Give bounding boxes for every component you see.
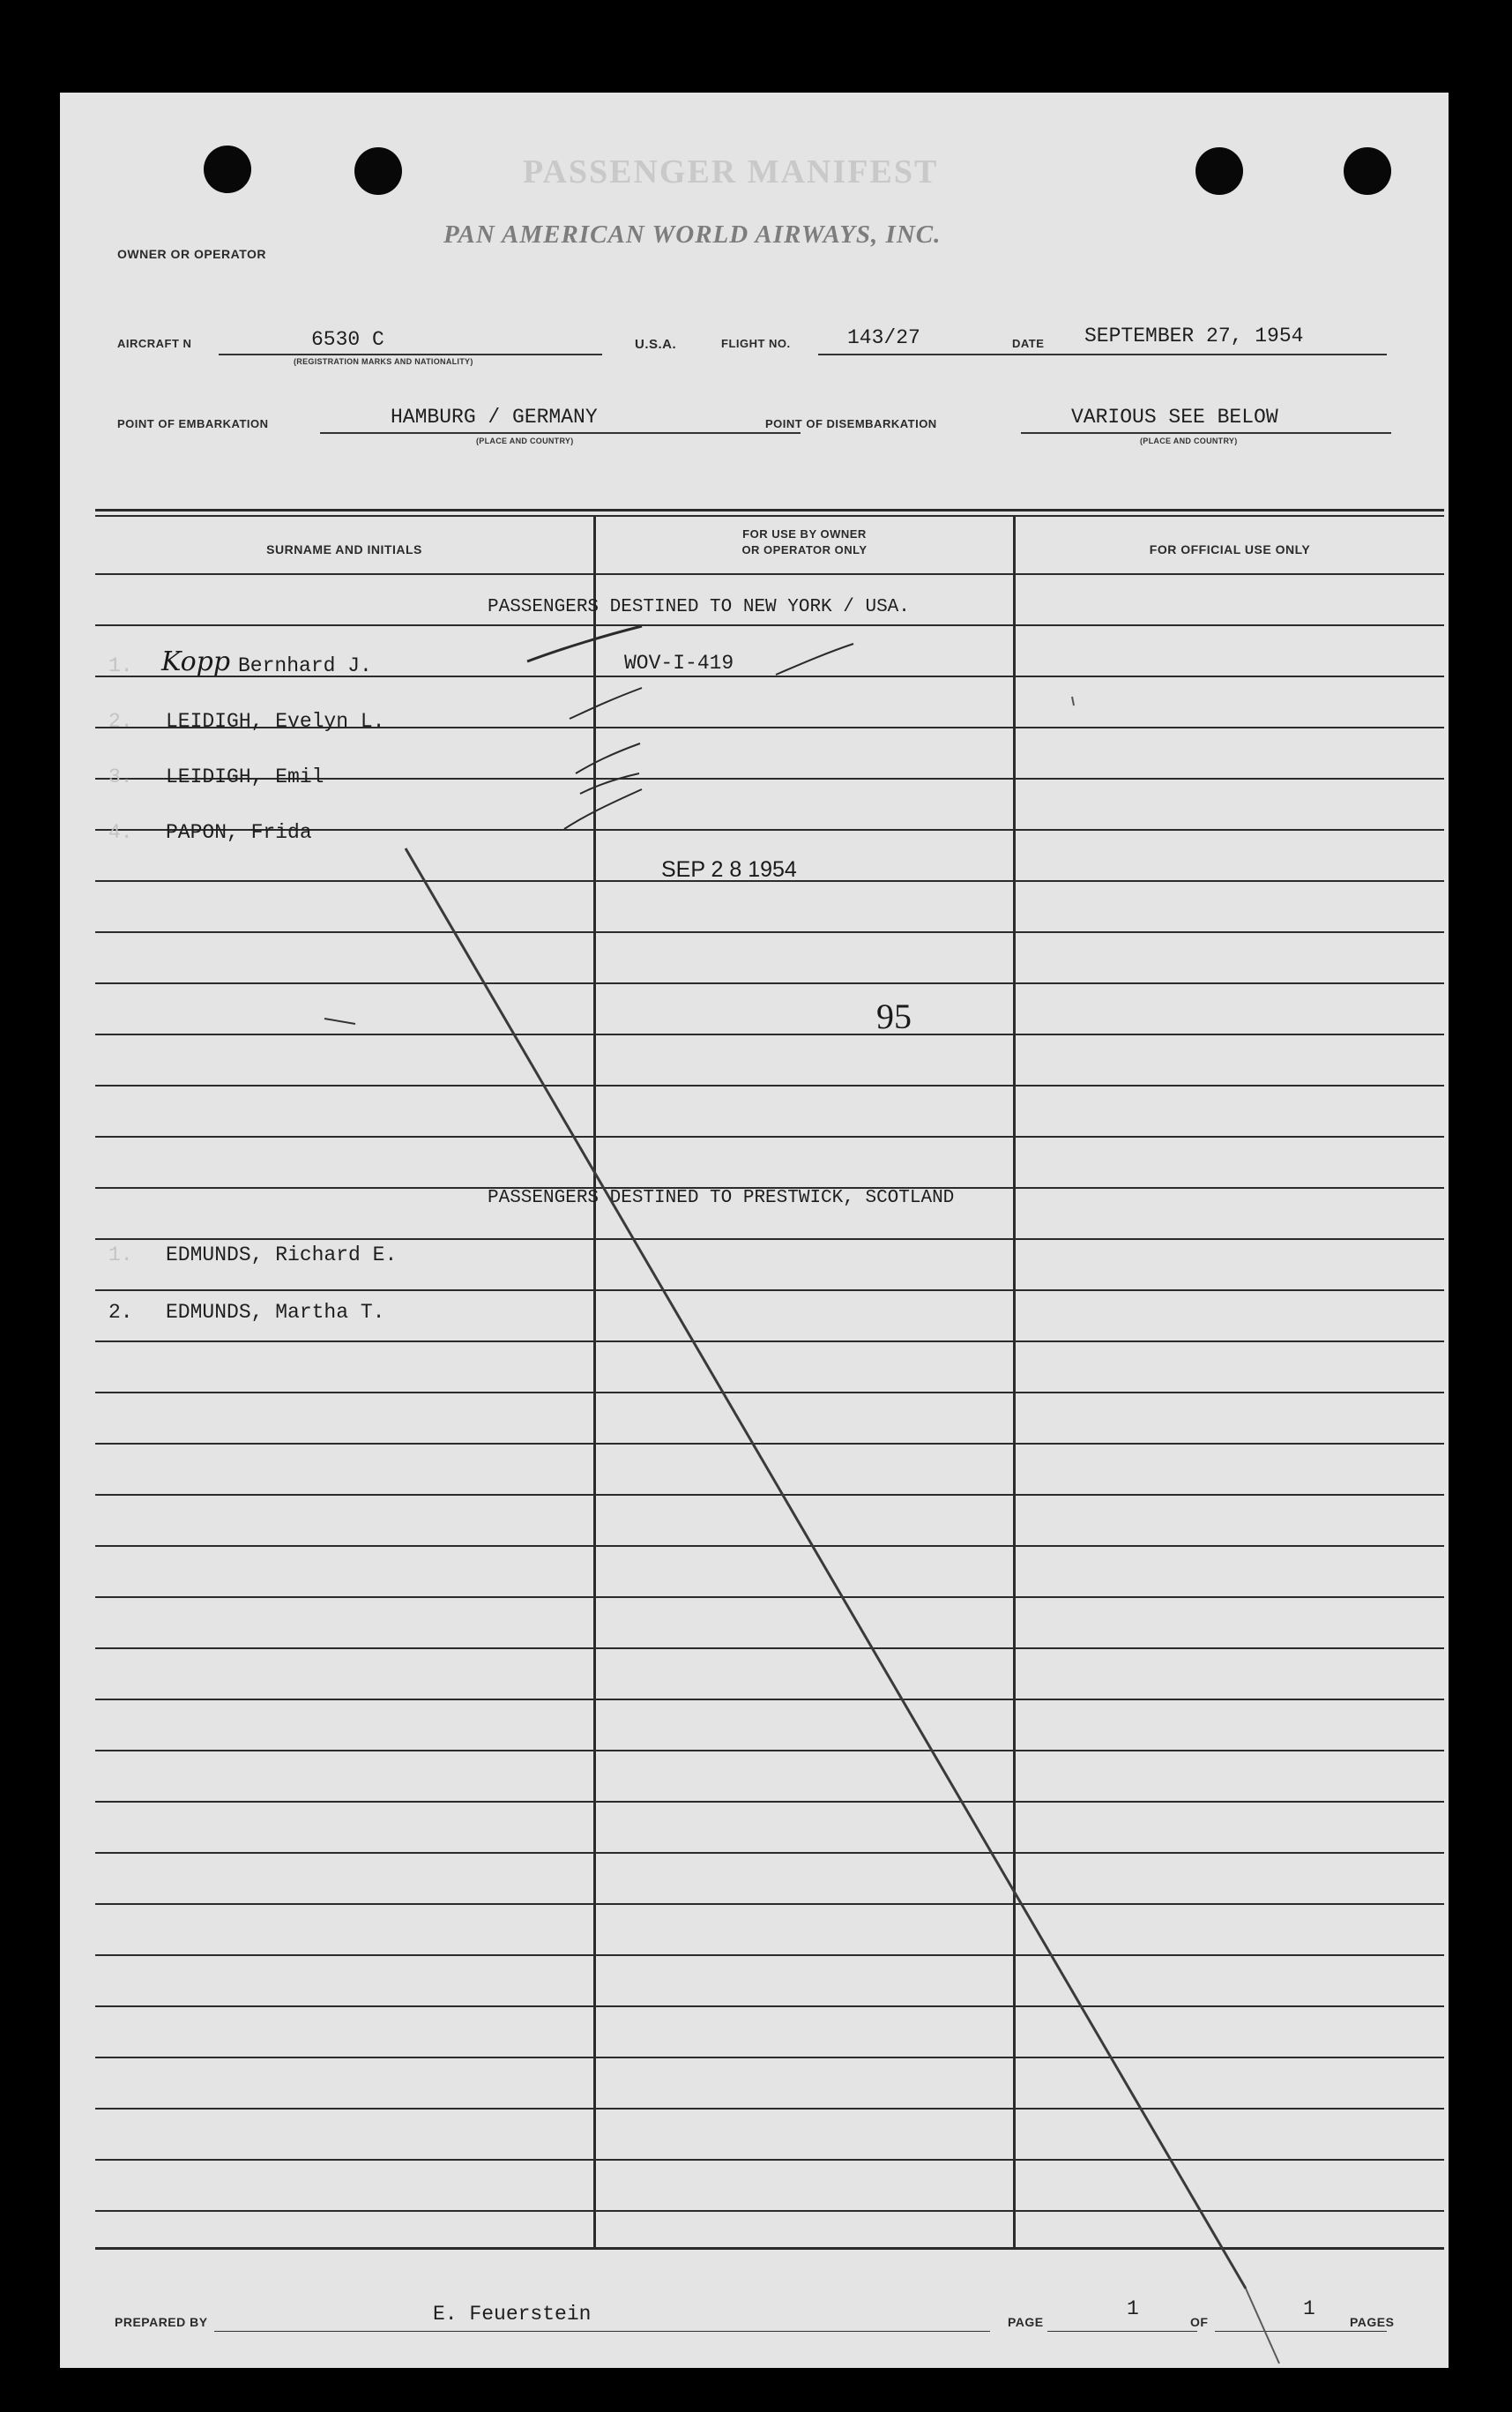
section-title-new-york: PASSENGERS DESTINED TO NEW YORK / USA. (488, 597, 910, 617)
disembarkation-value: VARIOUS SEE BELOW (1071, 406, 1278, 429)
pencil-tick-mark (776, 644, 853, 675)
aircraft-label: AIRCRAFT N (117, 337, 192, 350)
of-label: OF (1190, 2315, 1209, 2329)
of-value: 1 (1303, 2297, 1315, 2320)
prepared-by-value: E. Feuerstein (433, 2303, 592, 2326)
pencil-tick-mark (564, 789, 642, 829)
prepared-by-label: PREPARED BY (115, 2315, 208, 2329)
flight-number-value: 143/27 (847, 326, 920, 349)
row-number: 2. (108, 710, 133, 733)
nationality-label: U.S.A. (635, 337, 677, 352)
row-number: 1. (108, 654, 133, 677)
column-header-owner-use-2: OR OPERATOR ONLY (741, 543, 868, 556)
passenger-name: LEIDIGH, Emil (166, 765, 324, 788)
pencil-tick-mark (576, 743, 640, 773)
date-label: DATE (1012, 337, 1045, 350)
flight-number-label: FLIGHT NO. (721, 337, 791, 350)
registration-note: (REGISTRATION MARKS AND NATIONALITY) (294, 357, 473, 366)
handwritten-surname: Kopp (161, 646, 231, 677)
row-number: 2. (108, 1301, 133, 1324)
date-value: SEPTEMBER 27, 1954 (1084, 325, 1304, 347)
pages-label: PAGES (1350, 2315, 1395, 2329)
faded-manifest-title: PASSENGER MANIFEST (523, 153, 939, 190)
pencil-tick-mark (580, 773, 639, 794)
pencil-tick-mark (1072, 697, 1074, 706)
section-title-scotland: PASSENGERS DESTINED TO PRESTWICK, SCOTLAND (488, 1188, 955, 1208)
pencil-marks (60, 93, 1449, 2368)
row-number: 3. (108, 765, 133, 788)
column-header-owner-use-1: FOR USE BY OWNER (742, 527, 867, 541)
received-date-stamp: SEP 2 8 1954 (661, 857, 797, 882)
pencil-tick-mark (324, 1019, 355, 1024)
pencil-tick-mark (570, 688, 642, 719)
disembarkation-note: (PLACE AND COUNTRY) (1140, 437, 1238, 445)
passenger-name: PAPON, Frida (166, 821, 312, 844)
aircraft-value: 6530 C (311, 328, 384, 351)
passenger-name: EDMUNDS, Martha T. (166, 1301, 385, 1324)
page-value: 1 (1127, 2297, 1139, 2320)
owner-operator-label: OWNER OR OPERATOR (117, 247, 266, 261)
passenger-name: Bernhard J. (238, 654, 372, 677)
page-number-stamp: 95 (876, 997, 912, 1036)
embarkation-label: POINT OF EMBARKATION (117, 417, 269, 430)
pencil-tick-mark (527, 626, 642, 661)
pencil-cross-out-line (1246, 2289, 1279, 2363)
manifest-sheet (60, 93, 1449, 2368)
disembarkation-label: POINT OF DISEMBARKATION (765, 417, 937, 430)
page-label: PAGE (1008, 2315, 1044, 2329)
column-header-surname: SURNAME AND INITIALS (266, 542, 422, 556)
row-number: 1. (108, 1243, 133, 1266)
operator-note: WOV-I-419 (624, 652, 734, 675)
column-header-official: FOR OFFICIAL USE ONLY (1149, 542, 1311, 556)
passenger-name: EDMUNDS, Richard E. (166, 1243, 398, 1266)
embarkation-note: (PLACE AND COUNTRY) (476, 437, 574, 445)
embarkation-value: HAMBURG / GERMANY (391, 406, 598, 429)
airline-name: PAN AMERICAN WORLD AIRWAYS, INC. (443, 220, 942, 249)
pencil-cross-out-line (406, 848, 1246, 2289)
row-number: 4. (108, 821, 133, 844)
passenger-name: LEIDIGH, Evelyn L. (166, 710, 385, 733)
